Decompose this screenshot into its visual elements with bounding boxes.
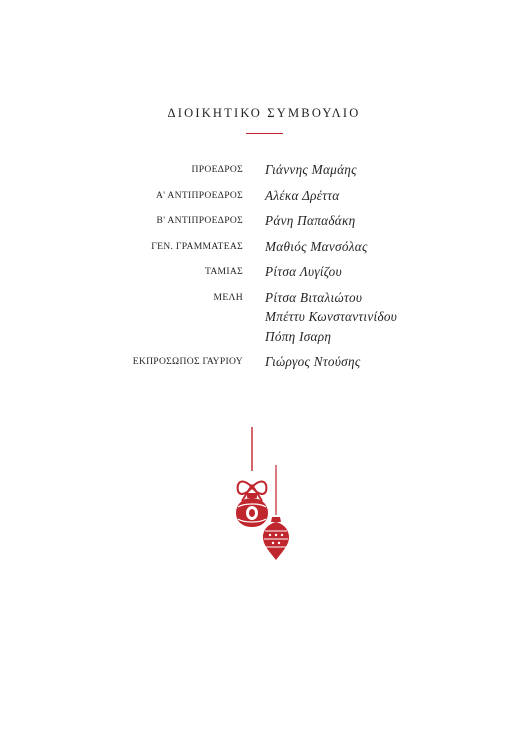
- board-row-representative: [0, 352, 528, 372]
- role-label: ΓΕΝ. ΓΡΑΜΜΑΤΕΑΣ: [151, 240, 243, 252]
- member-name: Γιώργος Ντούσης: [265, 354, 361, 369]
- role-label: Α' ΑΝΤΙΠΡΟΕΔΡΟΣ: [155, 189, 243, 201]
- role-label: Β' ΑΝΤΙΠΡΟΕΔΡΟΣ: [156, 215, 243, 226]
- board-list: [0, 160, 528, 378]
- board-row-members: [0, 288, 528, 347]
- member-names: [265, 237, 368, 257]
- member-name: Μπέττυ Κωνσταντινίδου: [265, 309, 398, 324]
- member-name: Μαθιός Μανσόλας: [265, 238, 368, 254]
- member-name: Ρίτσα Βιταλιώτου: [265, 289, 363, 305]
- christmas-ornaments-icon: [228, 427, 300, 565]
- board-row-secretary: [0, 237, 528, 257]
- page-title: ΔΙΟΙΚΗΤΙΚΟ ΣΥΜΒΟΥΛΙΟ: [167, 106, 361, 120]
- member-name: Αλέκα Δρέττα: [265, 187, 340, 203]
- member-names: [265, 352, 360, 372]
- member-name: Πόπη Ισαρη: [265, 328, 332, 344]
- board-row-vice-president-a: [0, 186, 528, 206]
- board-row-vice-president-b: [0, 211, 528, 231]
- member-names: [265, 160, 357, 180]
- member-names: [265, 288, 397, 347]
- title-divider: [246, 133, 283, 134]
- role-label: ΤΑΜΙΑΣ: [204, 266, 243, 277]
- role-label: ΕΚΠΡΟΣΩΠΟΣ ΓΑΥΡΙΟΥ: [132, 356, 243, 367]
- member-name: Ράνη Παπαδάκη: [265, 213, 356, 228]
- member-names: [265, 211, 355, 231]
- member-name: Γιάννης Μαμάης: [265, 162, 357, 177]
- board-row-treasurer: [0, 262, 528, 282]
- board-row-president: [0, 160, 528, 180]
- role-label: ΜΕΛΗ: [213, 291, 243, 303]
- member-name: Ρίτσα Λυγίζου: [265, 264, 342, 279]
- member-names: [265, 262, 342, 282]
- role-label: ΠΡΟΕΔΡΟΣ: [191, 164, 243, 175]
- member-names: [265, 186, 340, 206]
